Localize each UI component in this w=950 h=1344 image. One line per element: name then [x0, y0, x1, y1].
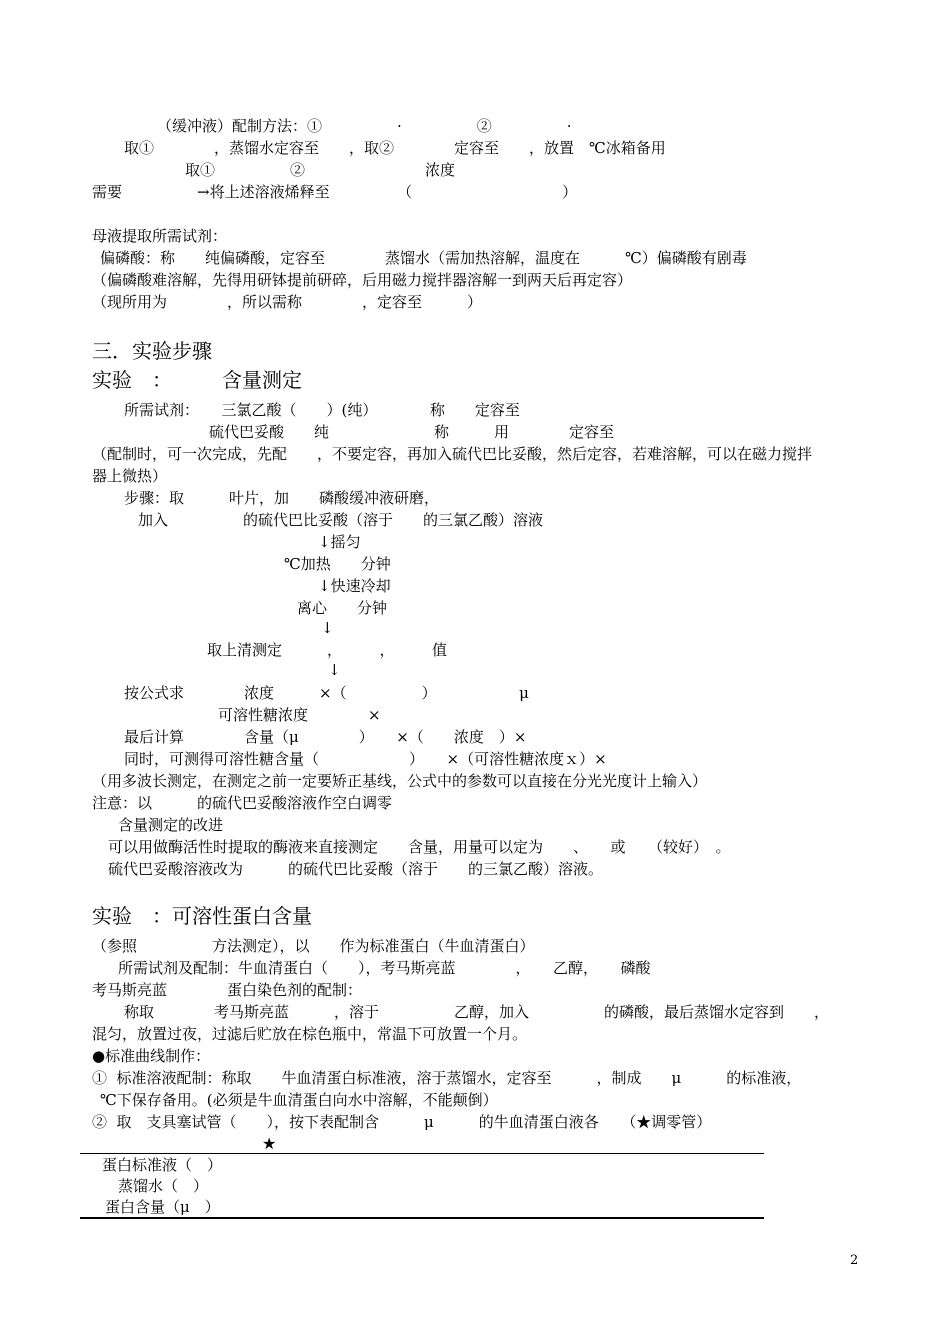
page-number: 2 — [850, 1253, 859, 1268]
curve-step: ① 标准溶液配制：称取 牛血清蛋白标准液，溶于蒸馏水，定容至 ，制成 μ 的标准液， — [92, 1069, 802, 1087]
note-line: 硫代巴妥酸溶液改为 的硫代巴比妥酸（溶于 的三氯乙酸）溶液。 — [108, 860, 604, 878]
mother-liquor-line: 偏磷酸：称 纯偏磷酸，定容至 蒸馏水（需加热溶解，温度在 ℃）偏磷酸有剧毒 — [100, 249, 747, 267]
prep-note: （配制时，可一次完成，先配 ，不要定容，再加入硫代巴比妥酸，然后定容，若难溶解，可以在磁力搅拌 — [92, 445, 813, 463]
note-line: 注意：以 的硫代巴妥酸溶液作空白调零 — [92, 794, 393, 812]
flow-step: ↓摇匀 — [318, 533, 361, 551]
formula-line: 可溶性糖浓度 × — [218, 706, 381, 724]
flow-arrow: ↓ — [321, 619, 334, 637]
mother-liquor-title: 母液提取所需试剂： — [92, 227, 228, 245]
curve-step: ℃下保存备用。(必须是牛血清蛋白向水中溶解，不能颠倒） — [100, 1091, 498, 1109]
method-line: 所需试剂及配制：牛血清蛋白（ ），考马斯亮蓝 ， 乙醇， 磷酸 — [118, 959, 651, 977]
method-line: 混匀，放置过夜，过滤后贮放在棕色瓶中，常温下可放置一个月。 — [92, 1025, 528, 1043]
flow-step: ℃加热 分钟 — [284, 555, 391, 573]
table-row-label: 蒸馏水（ ） — [118, 1177, 209, 1195]
method-line: 考马斯亮蓝 蛋白染色剂的配制： — [92, 981, 363, 999]
table-row-label: 蛋白标准液（ ） — [102, 1156, 223, 1174]
flow-step: 离心 分钟 — [297, 599, 388, 617]
reagent-line: 硫代巴妥酸 纯 称 用 定容至 — [209, 423, 615, 441]
table-row-label: 蛋白含量（μ ） — [105, 1198, 220, 1216]
table-bottom-rule — [80, 1217, 764, 1219]
buffer-prep-line: 取① ② 浓度 — [185, 161, 456, 179]
star-icon: ★ — [262, 1134, 277, 1153]
procedure-step: 加入 的硫代巴比妥酸（溶于 的三氯乙酸）溶液 — [138, 511, 544, 529]
curve-title: ●标准曲线制作： — [92, 1047, 211, 1065]
method-line: 称取 考马斯亮蓝 ，溶于 乙醇，加入 的磷酸，最后蒸馏水定容到 ， — [124, 1003, 830, 1021]
mother-liquor-line: （偏磷酸难溶解，先得用研钵提前研碎，后用磁力搅拌器溶解一到两天后再定容） — [92, 271, 633, 289]
formula-line: 同时，可测得可溶性糖含量（ ） ×（可溶性糖浓度ｘ）× — [124, 750, 607, 768]
experiment-2-heading: 实验 ：可溶性蛋白含量 — [92, 904, 312, 928]
table-top-rule — [80, 1153, 764, 1154]
buffer-prep-line: 取① ，蒸馏水定容至 ，取② 定容至 ，放置 ℃冰箱备用 — [124, 139, 666, 157]
reagent-line: 所需试剂： 三氯乙酸（ ）(纯） 称 定容至 — [124, 401, 520, 419]
note-line: 可以用做酶活性时提取的酶液来直接测定 含量，用量可以定为 、 或 （较好） 。 — [108, 838, 731, 856]
flow-step: 取上清测定 ， ， 值 — [207, 641, 448, 659]
note-line: 含量测定的改进 — [118, 816, 224, 834]
flow-step: ↓快速冷却 — [318, 577, 391, 595]
method-line: （参照 方法测定），以 作为标准蛋白（牛血清蛋白） — [92, 937, 535, 955]
procedure-step: 步骤：取 叶片，加 磷酸缓冲液研磨， — [124, 489, 440, 507]
buffer-prep-line: （缓冲液）配制方法：① · ② · — [157, 117, 572, 135]
section-heading: 三．实验步骤 — [92, 339, 212, 363]
curve-step: ② 取 支具塞试管（ ），按下表配制含 μ 的牛血清蛋白液各 （★调零管） — [92, 1113, 712, 1131]
formula-line: 按公式求 浓度 ×（ ） μ — [124, 684, 529, 702]
flow-arrow: ↓ — [328, 661, 341, 679]
mother-liquor-line: （现所用为 ，所以需称 ，定容至 ） — [92, 293, 483, 311]
prep-note: 器上微热） — [92, 467, 168, 485]
formula-note: （用多波长测定，在测定之前一定要矫正基线，公式中的参数可以直接在分光光度计上输入） — [92, 772, 708, 790]
buffer-prep-line: 需要 →将上述溶液烯释至 （ ） — [92, 183, 578, 201]
formula-line: 最后计算 含量（μ ） ×（ 浓度 ）× — [124, 728, 527, 746]
experiment-1-heading: 实验 ： 含量测定 — [92, 368, 302, 392]
